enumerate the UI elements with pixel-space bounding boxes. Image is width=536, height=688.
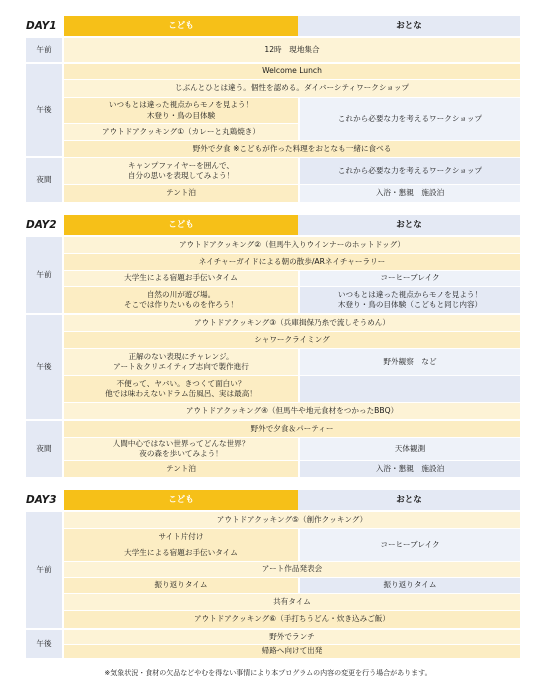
day1-kids-tree-climbing: いつもとは違った視点からモノを見よう！ 木登り・鳥の目体験 [64, 98, 298, 123]
day3-row-sharing: 共有タイム [64, 594, 520, 610]
day1-label: DAY1 [26, 20, 57, 32]
day3-row-cooking-6: アウトドアクッキング⑥（手打ちうどん・炊き込みご飯） [64, 611, 520, 628]
day2-kids-art: 正解のない表現にチャレンジ。 アート＆クリエイティブ志向で製作進行 [64, 349, 298, 375]
day1-row-dinner: 野外で夕食 ※こどもが作った料理をおとなも一緒に食べる [64, 141, 520, 157]
day2-row-cooking-2: アウトドアクッキング②（但馬牛入りウインナーのホットドッグ） [64, 237, 520, 253]
day3-kids-review: 振り返りタイム [64, 578, 298, 593]
day2-row-nature-walk: ネイチャーガイドによる朝の散歩/ARネイチャーラリー [64, 254, 520, 270]
day2-adult-coffee: コーヒーブレイク [300, 271, 520, 286]
day1-time-morning: 午前 [26, 38, 62, 62]
day3-header-kids: こども [64, 490, 298, 510]
day3-row-cooking-5: アウトドアクッキング⑤（創作クッキング） [64, 512, 520, 528]
day3-row-art-show: アート作品発表会 [64, 562, 520, 577]
day1-kids-campfire: キャンプファイヤーを囲んで、 自分の思いを表現してみよう！ [64, 158, 298, 184]
day2-header-adults: おとな [298, 215, 520, 235]
day1-row-gathering: 12時 現地集合 [64, 38, 520, 62]
day3-time-afternoon: 午後 [26, 630, 62, 658]
day3-header-adults: おとな [298, 490, 520, 510]
day2-adult-bath: 入浴・懇親 施設泊 [300, 461, 520, 477]
day1-kids-cooking-1: アウトドアクッキング①（カレーと丸鶏焼き） [64, 124, 298, 140]
day2-kids-tent: テント泊 [64, 461, 298, 477]
day1-kids-tent: テント泊 [64, 185, 298, 202]
day3-adult-coffee: コーヒーブレイク [300, 529, 520, 561]
day1-header-adults: おとな [298, 16, 520, 36]
day2-adult-tree-climbing: いつもとは違った視点からモノを見よう！ 木登り・鳥の目体験（こどもと同じ内容） [300, 287, 520, 313]
day1-adult-bath: 入浴・懇親 施設泊 [300, 185, 520, 202]
day2-adult-blank [300, 376, 520, 402]
day2-label: DAY2 [26, 219, 57, 231]
day1-table [26, 16, 520, 202]
day2-header-kids: こども [64, 215, 298, 235]
day2-row-shower-climbing: シャワークライミング [64, 332, 520, 348]
day2-row-cooking-3: アウトドアクッキング③（兵庫揖保乃糸で流しそうめん） [64, 315, 520, 331]
day1-adult-workshop-2: これから必要な力を考えるワークショップ [300, 158, 520, 184]
footnote: ※気象状況・食材の欠品などやむを得ない事情により本プログラムの内容の変更を行う場合があります。 [104, 669, 432, 677]
day2-adult-observation: 野外観察 など [300, 349, 520, 375]
day2-time-night: 夜間 [26, 421, 62, 477]
day3-table [26, 490, 520, 658]
day2-row-bbq: アウトドアクッキング④（但馬牛や地元食材をつかったBBQ） [64, 403, 520, 419]
day2-table [26, 215, 520, 477]
day3-kids-cleanup: サイト片付け 大学生による宿題お手伝いタイム [64, 529, 298, 561]
day2-kids-homework: 大学生による宿題お手伝いタイム [64, 271, 298, 286]
day3-adult-review: 振り返りタイム [300, 578, 520, 593]
day2-time-morning: 午前 [26, 237, 62, 313]
day2-kids-night-forest: 人間中心ではない世界ってどんな世界？ 夜の森を歩いてみよう！ [64, 438, 298, 460]
day3-row-lunch: 野外でランチ [64, 630, 520, 644]
day3-row-departure: 帰路へ向けて出発 [64, 645, 520, 658]
day1-header-kids: こども [64, 16, 298, 36]
day3-time-morning: 午前 [26, 512, 62, 628]
day3-label: DAY3 [26, 494, 57, 506]
day1-row-welcome-lunch: Welcome Lunch [64, 64, 520, 79]
day2-row-dinner-party: 野外で夕食＆パーティー [64, 421, 520, 437]
day2-kids-drum-bath: 不便って、ヤバい。きつくて面白い？ 他では味わえないドラム缶風呂、実は最高！ [64, 376, 298, 402]
day1-row-diversity-workshop: じぶんとひとは違う。個性を認める。ダイバーシティワークショップ [64, 80, 520, 97]
day1-time-afternoon: 午後 [26, 64, 62, 156]
day2-time-afternoon: 午後 [26, 315, 62, 419]
day2-adult-stargazing: 天体観測 [300, 438, 520, 460]
day1-time-night: 夜間 [26, 158, 62, 202]
day2-kids-river: 自然の川が遊び場。 そこでは作りたいものを作ろう！ [64, 287, 298, 313]
day1-adult-workshop: これから必要な力を考えるワークショップ [300, 98, 520, 140]
